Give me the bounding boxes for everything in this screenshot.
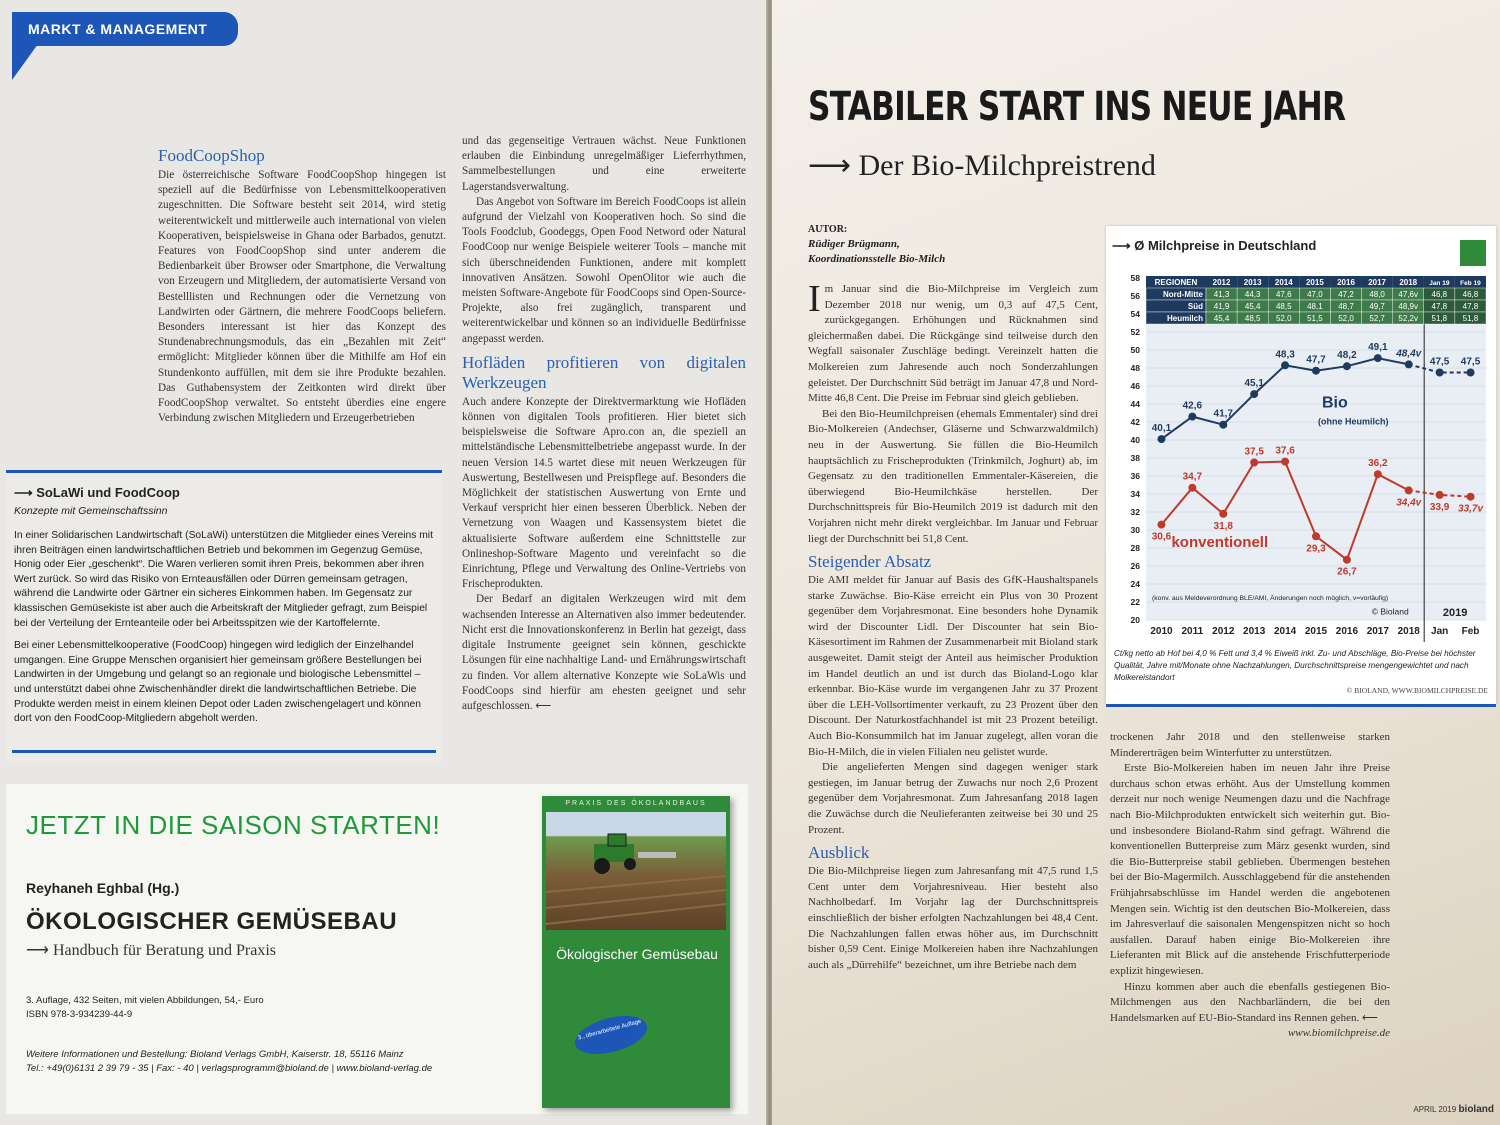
page-footer [1413, 1104, 1494, 1115]
heading-ausblick: Ausblick [808, 843, 870, 863]
data-label: 48,2 [1337, 350, 1357, 362]
table-cell-text: 51,8 [1431, 314, 1448, 323]
table-cell-text: 47,6v [1398, 290, 1419, 299]
table-cell-text: 44,3 [1244, 290, 1261, 299]
chart-divider [1106, 704, 1496, 707]
y-tick-label: 50 [1130, 345, 1140, 355]
y-tick-label: 56 [1130, 291, 1140, 301]
data-label: 37,6 [1275, 445, 1295, 457]
data-label: 36,2 [1368, 458, 1388, 470]
table-cell-text: 47,6 [1275, 290, 1292, 299]
chart-copyright: © Bioland [1371, 606, 1409, 617]
footer-brand: bioland [1458, 1104, 1494, 1115]
y-tick-label: 52 [1130, 327, 1140, 337]
data-point [1343, 362, 1351, 370]
data-label: 47,5 [1460, 356, 1481, 368]
paragraph: Auch andere Konzepte der Direktvermarktung wie Hofläden können von digitalen Tools profitieren. Hier bietet sich beispielsweise die Software Apro.con an, die speziell an mittelständische Lebensmittelbetriebe angepasst wurde. In der neuen Version 14.5 wartet diese mit neuen Werkzeugen für Auswertung, Bestellwesen und Preispflege auf. Besonders die Möglichkeit der statistischen Auswertung von Ernte und Verkauf verspricht hier einen besseren Überblick. Neben der Vernetzung von Waagen und Kassensystem bietet die aktualisierte Software außerdem eine Schnittstelle zur Onlineshop-Software Magento und vereinfacht so die Einrichtung, Pflege und Verwaltung des Online-Vertriebs von Frischeprodukten. [462, 395, 746, 591]
table-header-text: 2015 [1305, 278, 1324, 287]
table-header-text: Feb 19 [1460, 280, 1481, 287]
heading-hoflaeden: Hofläden profitieren von digitalen Werkzeugen [462, 352, 746, 392]
paragraph: trockenen Jahr 2018 und den stellenweise starken Mindererträgen beim Winterfutter zu unterstützen. [1110, 731, 1390, 759]
heading-steigender-absatz: Steigender Absatz [808, 552, 932, 572]
y-tick-label: 42 [1130, 417, 1140, 427]
table-cell-text: 47,8 [1431, 302, 1448, 311]
table-header-text: 2014 [1274, 278, 1293, 287]
author-block [808, 222, 945, 267]
data-point [1312, 367, 1320, 375]
article-url: www.biomilchpreise.de [1287, 1027, 1390, 1040]
heading-foodcoopshop: FoodCoopShop [158, 146, 265, 165]
data-label: 31,8 [1213, 520, 1234, 532]
data-point [1374, 470, 1382, 478]
paragraph: Erste Bio-Molkereien haben im neuen Jahr ihre Preise durchaus schon etwas erhöht. Aus der Umstellung kommen derzeit nur noch wenige Neumengen dazu und die Nachfrage nach Bio-Milchprodukten entwickelt sich weiterhin gut. Bio- und insbesondere Bioland-Rahm sind gefragt. Während die konventionellen Butterpreise zum März gesenkt wurden, sind die Bio-Butterpreise stabil geblieben. Übermengen bestehen bei der Bio-Magermilch. Ausschlaggebend für die anstehenden Frühjahrsabschlüsse im Handel werden die angebotenen Mengen sein. Wichtig ist den deutschen Bio-Molkereien, dass im Jahresverlauf die saisonalen Mengenspitzen nicht so hoch ausfallen. Darauf haben einige Bio-Molkereien ihre Lieferanten mit Blick auf die anstehende Frischfutterperiode explizit hingewiesen. [1110, 762, 1390, 977]
ad-contact-line: Weitere Informationen und Bestellung: Bioland Verlags GmbH, Kaiserstr. 18, 55116 Mainz [26, 1049, 404, 1060]
data-point [1188, 413, 1196, 421]
author-role: Koordinationsstelle Bio-Milch [808, 253, 946, 265]
table-cell-text: 48,7 [1338, 302, 1354, 311]
data-label: 30,6 [1151, 531, 1172, 543]
info-box-solawi [6, 470, 442, 763]
x-tick-label: Jan [1431, 626, 1449, 637]
book-edition-badge: 3., überarbeitete Auflage [571, 1009, 651, 1061]
table-cell-text: 45,4 [1213, 314, 1230, 323]
chart-title: ⟶ Ø Milchpreise in Deutschland [1112, 238, 1317, 253]
author-label: AUTOR: [808, 224, 848, 235]
table-cell-text: Süd [1187, 302, 1203, 311]
x-tick-label: 2015 [1304, 626, 1328, 637]
chart-footnote: Ct/kg netto ab Hof bei 4,0 % Fett und 3,4 % Eiweiß inkl. Zu- und Abschläge, Bio-Preise bei höchster Qualität, Jahre mit/Monate ohne Nachzahlungen, Durchschnittspreise mengengewichtet und nach Molkereistandort [1114, 649, 1476, 682]
x-tick-label: 2013 [1243, 626, 1266, 637]
ad-subtitle: ⟶ Handbuch für Beratung und Praxis [26, 942, 276, 959]
data-point [1343, 556, 1351, 564]
data-point [1250, 390, 1258, 398]
plot-background [1146, 278, 1486, 620]
paragraph: Die AMI meldet für Januar auf Basis des GfK-Haushaltspanels starke Zuwächse. Bio-Käse erreicht ein Plus von 30 Prozent gegenüber dem Vorjahresmonat. Eine besonders hohe Dynamik wird der Discounter Lidl. Der Discounter hat sein Bio-Käsesortiment im Rahmen der Zusammenarbeit mit Bioland stark ausgeweitet. Damit steigt der Anteil aus heimischer Produktion im Handel deutlich an und ist durch das Bioland-Logo klar erkennbar. Bio-Käse wurde im vergangenen Jahr zu 37 Prozent über die LEH-Vollsortimenter verkauft, zu 23 Prozent über den Discount. Der Naturkostfachhandel ist mit 23 Prozent beteiligt. Auch Bio-Konsummilch hat im Januar zugelegt, allen voran die Bio-H-Milch, die in vielen Filialen neu gelistet wurde. [808, 574, 1098, 758]
chart-source: © BIOLAND, WWW.BIOMILCHPREISE.DE [1346, 686, 1488, 695]
article-right-column-2 [1110, 730, 1390, 1042]
table-cell-text: 48,1 [1307, 302, 1323, 311]
data-point [1281, 361, 1289, 369]
box-paragraph: Bei einer Lebensmittelkooperative (FoodCoop) hingegen wird lediglich der Einzelhandel umgangen. Eine Gruppe Menschen organisiert hier gemeinsam größere Bestellungen bei Landwirten in der Umgebung und gelangt so an regionale und biologische Lebensmittel – und unterstützt dabei ohne Zwischenhändler direkt die landwirtschaftlichen Betriebe. Die Produkte werden meist in einem kleinen Depot oder Laden zwischengelagert und können dort von den FoodCoop-Mitgliedern abgeholt werden. [14, 640, 422, 725]
paragraph: Die österreichische Software FoodCoopShop hingegen ist speziell auf die Bedürfnisse von Lebensmittelkooperativen zugeschnitten. Die Software besteht seit 2014, wird stetig weiterentwickelt und mittlerweile auch international von vielen Kooperativen, beispielsweise in Ghana oder Barbados, genutzt. Features von FoodCoopShop sind unter anderem die Bedienbarkeit über Browser oder Smartphone, die Verwaltung von Erzeugern und Mitgliedern, der automatisierte Versand von Bestelllisten und Rechnungen oder die Vernetzung von Landwirten oder Gärtnern, die mehrere FoodCoops beliefern. Besonders interessant ist hier das Konzept des Stundenabrechnungsmoduls, das ein „Bezahlen mit Zeit“ ermöglicht: Mitglieder können über die Mithilfe am Hof ein Stundenkonto auffüllen, mit dem sie ihre Produkte bezahlen. Das Guthabensystem der Zeitkonten wird direkt über FoodCoopShop verwaltet. So entsteht überdies eine engere Verbindung zwischen Mitgliedern und Erzeugerbetrieben [158, 169, 446, 425]
table-header-text: 2016 [1337, 278, 1355, 287]
table-cell-text: 46,8 [1431, 290, 1448, 299]
data-label: 48,4v [1396, 348, 1422, 360]
ad-contact [26, 1048, 432, 1076]
data-point [1219, 510, 1227, 518]
drop-cap: I [808, 278, 821, 320]
table-cell-text: 48,0 [1369, 290, 1385, 299]
article-column-2 [462, 134, 746, 714]
data-label: 45,1 [1244, 378, 1264, 390]
milk-price-chart-box [1106, 226, 1496, 704]
data-label: 49,1 [1368, 342, 1388, 354]
data-label: 47,5 [1429, 356, 1450, 368]
table-header-text: 2012 [1212, 278, 1231, 287]
paragraph: Das Angebot von Software im Bereich FoodCoops ist allein aufgrund der Vielzahl von Kooperativen hoch. So sind die Tools Foodclub, Goodeggs, Open Food Netword oder Natural FoodCoop nur wenige Beispiele weiterer Tools – manche mit sich überschneidenden Funktionen, andere mit komplett innovativen Ansätzen. Sowohl OpenOlitor wie auch die meisten Software-Angebote für FoodCoops sind Open-Source-Projekte, also frei zugänglich, transparent und weiterentwickelbar und können so an individuelle Bedürfnisse angepasst werden. [462, 195, 746, 345]
table-cell-text: 41,3 [1213, 290, 1230, 299]
ad-title: ÖKOLOGISCHER GEMÜSEBAU [26, 908, 398, 935]
box-divider [12, 750, 436, 753]
ad-isbn: ISBN 978-3-934239-44-9 [26, 1009, 133, 1020]
data-point [1157, 521, 1165, 529]
y-tick-label: 30 [1130, 525, 1140, 535]
table-cell-text: 51,8 [1462, 314, 1479, 323]
y-tick-label: 28 [1130, 543, 1140, 553]
x-tick-label: 2011 [1181, 626, 1204, 637]
paragraph-text: m Januar sind die Bio-Milchpreise im Vergleich zum Dezember 2018 nur wenig, um 0,3 auf 47,5 Cent, zurückgegangen. Erhöhungen und Rücknahmen sind gleichermaßen dabei. Die Rückgänge sind teilweise durch den Wegfall saisonaler Zuschläge bedingt. Vereinzelt hatten die Molkereien zum Jahresende auch noch Sonderzahlungen geleistet. Der Durchschnitt Süd beträgt im Januar 47,8 und Nord-Mitte 46,8 Cent. Die Preise im Februar sind gleich geblieben. [808, 283, 1098, 405]
table-cell-text: 52,2v [1398, 314, 1419, 323]
data-point [1188, 484, 1196, 492]
author-name: Rüdiger Brügmann, [808, 238, 900, 250]
table-cell-text: 51,5 [1307, 314, 1323, 323]
series-name-bio: Bio [1322, 394, 1348, 412]
data-point [1219, 421, 1227, 429]
x-tick-label: Feb [1461, 626, 1480, 637]
table-cell-text: 52,0 [1275, 314, 1292, 323]
article-title: STABILER START INS NEUE JAHR [808, 84, 1346, 130]
ad-headline: JETZT IN DIE SAISON STARTEN! [26, 810, 441, 840]
box-paragraph: In einer Solidarischen Landwirtschaft (SoLaWi) unterstützen die Mitglieder eines Vereins mit ihren Beiträgen einen landwirtschaftlichen Betrieb und bekommen im Gegenzug Gemüse, Honig oder Eier „geschenkt“. Die Waren verlieren somit ihren Preis, bekommen aber ihren Wert zurück. So wird das Risiko von Ernteausfällen oder Dürren gemeinsam getragen, während die Landwirte oder Gärtner ein sicheres Einkommen haben. Im Gegensatz zur klassischen Gemüsekiste ist aber auch die Arbeitskraft der Mitglieder gefragt, zum Beispiel bei der Verteilung der Ernteanteile oder bei Arbeitsspitzen wie der Kartoffelernte. [14, 530, 433, 629]
y-tick-label: 36 [1130, 471, 1140, 481]
y-tick-label: 58 [1130, 273, 1140, 283]
x-group-label: 2019 [1442, 607, 1468, 619]
table-cell-text: 52,7 [1369, 314, 1385, 323]
data-label: 33,9 [1429, 501, 1450, 513]
table-cell-text: 47,0 [1307, 290, 1323, 299]
milk-price-chart [1106, 248, 1496, 648]
box-subtitle: Konzepte mit Gemeinschaftssinn [14, 505, 168, 517]
table-header-text: Jan 19 [1429, 280, 1450, 287]
data-point [1436, 491, 1444, 499]
data-point [1281, 458, 1289, 466]
data-point [1374, 354, 1382, 362]
book-cover [542, 796, 730, 1108]
table-cell-text: 49,7 [1369, 302, 1385, 311]
y-tick-label: 40 [1130, 435, 1140, 445]
y-tick-label: 22 [1130, 597, 1140, 607]
y-tick-label: 34 [1130, 489, 1140, 499]
ad-info-line: 3. Auflage, 432 Seiten, mit vielen Abbildungen, 54,- Euro [26, 995, 264, 1006]
y-tick-label: 54 [1130, 309, 1140, 319]
data-label: 40,1 [1151, 423, 1172, 435]
y-tick-label: 26 [1130, 561, 1140, 571]
book-advertisement [6, 784, 748, 1114]
y-tick-label: 20 [1130, 615, 1140, 625]
data-label: 47,7 [1306, 354, 1326, 366]
x-tick-label: 2012 [1212, 626, 1235, 637]
data-point [1405, 486, 1413, 494]
table-header-text: 2013 [1243, 278, 1262, 287]
data-point [1157, 435, 1165, 443]
table-cell-text: 48,5 [1244, 314, 1261, 323]
box-title: ⟶ SoLaWi und FoodCoop [14, 485, 180, 500]
data-point [1250, 459, 1258, 467]
section-tag: MARKT & MANAGEMENT [12, 12, 238, 46]
book-series: PRAXIS DES ÖKOLANDBAUS [565, 800, 707, 807]
table-cell-text: 45,4 [1244, 302, 1261, 311]
paragraph: Bei den Bio-Heumilchpreisen (ehemals Emmentaler) sind drei Bio-Molkereien (Andechser, Gläserne und Schwarzwaldmilch) neu in der Auswertung. Sie füllen die Bio-Heumilch hauptsächlich zu Frischeprodukten (Trinkmilch, Joghurt) ab, im Gegensatz zu den traditionellen Emmentaler-Käsereien, die überwiegend Bio-Heumilchkäse herstellen. Der Durchschnittspreis für Bio-Heumilch 2019 ist dadurch mit den Vorjahren nicht mehr direkt vergleichbar. Im Januar und Februar liegt der Durchschnitt bei 51,8 Cent. [808, 407, 1098, 545]
data-point [1467, 493, 1475, 501]
paragraph: Hinzu kommen aber auch die ebenfalls gestiegenen Bio-Milchmengen aus den Nachbarländern, die bei den Handelsmarken auf EU-Bio-Standard ins Rennen gehen. ⟵ [1110, 980, 1390, 1024]
table-header-text: 2018 [1399, 278, 1418, 287]
data-point [1405, 360, 1413, 368]
table-cell-text: 52,0 [1338, 314, 1354, 323]
data-label: 41,7 [1213, 408, 1234, 420]
data-label: 33,7v [1458, 503, 1484, 515]
article-right-column-1 [808, 278, 1098, 973]
data-label: 34,7 [1182, 471, 1203, 483]
table-cell-text: Heumilch [1166, 314, 1203, 323]
x-tick-label: 2018 [1397, 626, 1420, 637]
table-cell-text: 48,9v [1398, 302, 1419, 311]
section-tag-tail [12, 44, 38, 80]
table-cell-text: 47,8 [1462, 302, 1479, 311]
data-label: 42,6 [1182, 400, 1203, 412]
y-tick-label: 32 [1130, 507, 1140, 517]
x-tick-label: 2017 [1366, 626, 1389, 637]
table-header-text: REGIONEN [1154, 278, 1198, 287]
paragraph: Der Bedarf an digitalen Werkzeugen wird mit dem wachsenden Interesse an Alternativen also immer bedeutender. Nicht erst die Innovationskonferenz in Berlin hat gezeigt, dass digitale Instrumente geeignet sein können, geschickte Lösungen für eine nachhaltige Land- und Ernährungswirtschaft zu finden. Vor allem alternative Konzepte wie SoLaWis und FoodCoops sind hierfür am ehesten geeignet und sehr aufgeschlossen. ⟵ [462, 593, 746, 712]
series-name-konventionell: konventionell [1171, 534, 1269, 552]
table-cell-text: 48,5 [1275, 302, 1292, 311]
table-cell-text: Nord-Mitte [1163, 290, 1203, 299]
data-point [1312, 532, 1320, 540]
y-tick-label: 48 [1130, 363, 1140, 373]
paragraph: Die angelieferten Mengen sind dagegen weniger stark gestiegen, im Januar betrug der Zuwachs nur noch 2,6 Prozent gegenüber dem Vorjahresmonat. Zum Jahresanfang 2018 lagen die Zuwächse durch die Neulieferanten zeitweise bei 30 und 25 Prozent. [808, 761, 1098, 836]
y-tick-label: 38 [1130, 453, 1140, 463]
footer-date: APRIL 2019 [1413, 1105, 1457, 1114]
data-point [1436, 369, 1444, 377]
article-column-1 [158, 146, 446, 426]
article-subtitle: ⟶ Der Bio-Milchpreistrend [808, 149, 1156, 182]
y-tick-label: 44 [1130, 399, 1140, 409]
data-label: 48,3 [1275, 349, 1295, 361]
book-title: Ökologischer Gemüsebau [556, 946, 718, 962]
right-page [772, 0, 1500, 1125]
paragraph: und das gegenseitige Vertrauen wächst. Neue Funktionen erlauben die Einbindung unregelmäßiger Lieferrhythmen, Sammelbestellungen und eine erweiterte Lagerstandsverwaltung. [462, 135, 746, 193]
x-tick-label: 2014 [1273, 626, 1297, 637]
ad-info [26, 994, 264, 1022]
chart-annotation: (konv. aus Meldeverordnung BLE/AMI, Änderungen noch möglich, v=vorläufig) [1152, 595, 1389, 603]
box-body [14, 529, 434, 727]
y-tick-label: 46 [1130, 381, 1140, 391]
ad-contact-line: Tel.: +49(0)6131 2 39 79 - 35 | Fax: - 40 | verlagsprogramm@bioland.de | www.bioland-verlag.de [26, 1063, 433, 1074]
tractor-illustration [546, 812, 726, 930]
paragraph: Die Bio-Milchpreise liegen zum Jahresanfang mit 47,5 rund 1,5 Cent unter dem Vorjahresniveau. Hier besteht also Nachholbedarf. Im Vorjahr lag der Durchschnittspreis einschließlich der bisher erfolgten Nachzahlungen bei 48,4 Cent. Die Nachzahlungen fallen etwas höher aus, im Durchschnitt bisher 0,59 Cent. Einige Molkereien haben ihre Nachzahlungen auch als „Dürrehilfe“ bezeichnet, um ihre Betriebe nach dem [808, 865, 1098, 971]
table-cell-text: 46,8 [1462, 290, 1479, 299]
y-tick-label: 24 [1130, 579, 1140, 589]
data-label: 34,4v [1396, 497, 1422, 509]
data-label: 37,5 [1244, 446, 1264, 458]
data-label: 26,7 [1337, 566, 1357, 578]
series-sublabel-bio: (ohne Heumilch) [1318, 416, 1389, 427]
table-cell-text: 41,9 [1213, 302, 1230, 311]
data-point [1467, 369, 1475, 377]
x-tick-label: 2016 [1335, 626, 1359, 637]
table-header-text: 2017 [1368, 278, 1387, 287]
x-tick-label: 2010 [1150, 626, 1173, 637]
book-cover-photo [546, 812, 726, 930]
paragraph [808, 278, 1098, 407]
data-label: 29,3 [1306, 543, 1326, 555]
table-cell-text: 47,2 [1338, 290, 1354, 299]
ad-author: Reyhaneh Eghbal (Hg.) [26, 880, 180, 896]
